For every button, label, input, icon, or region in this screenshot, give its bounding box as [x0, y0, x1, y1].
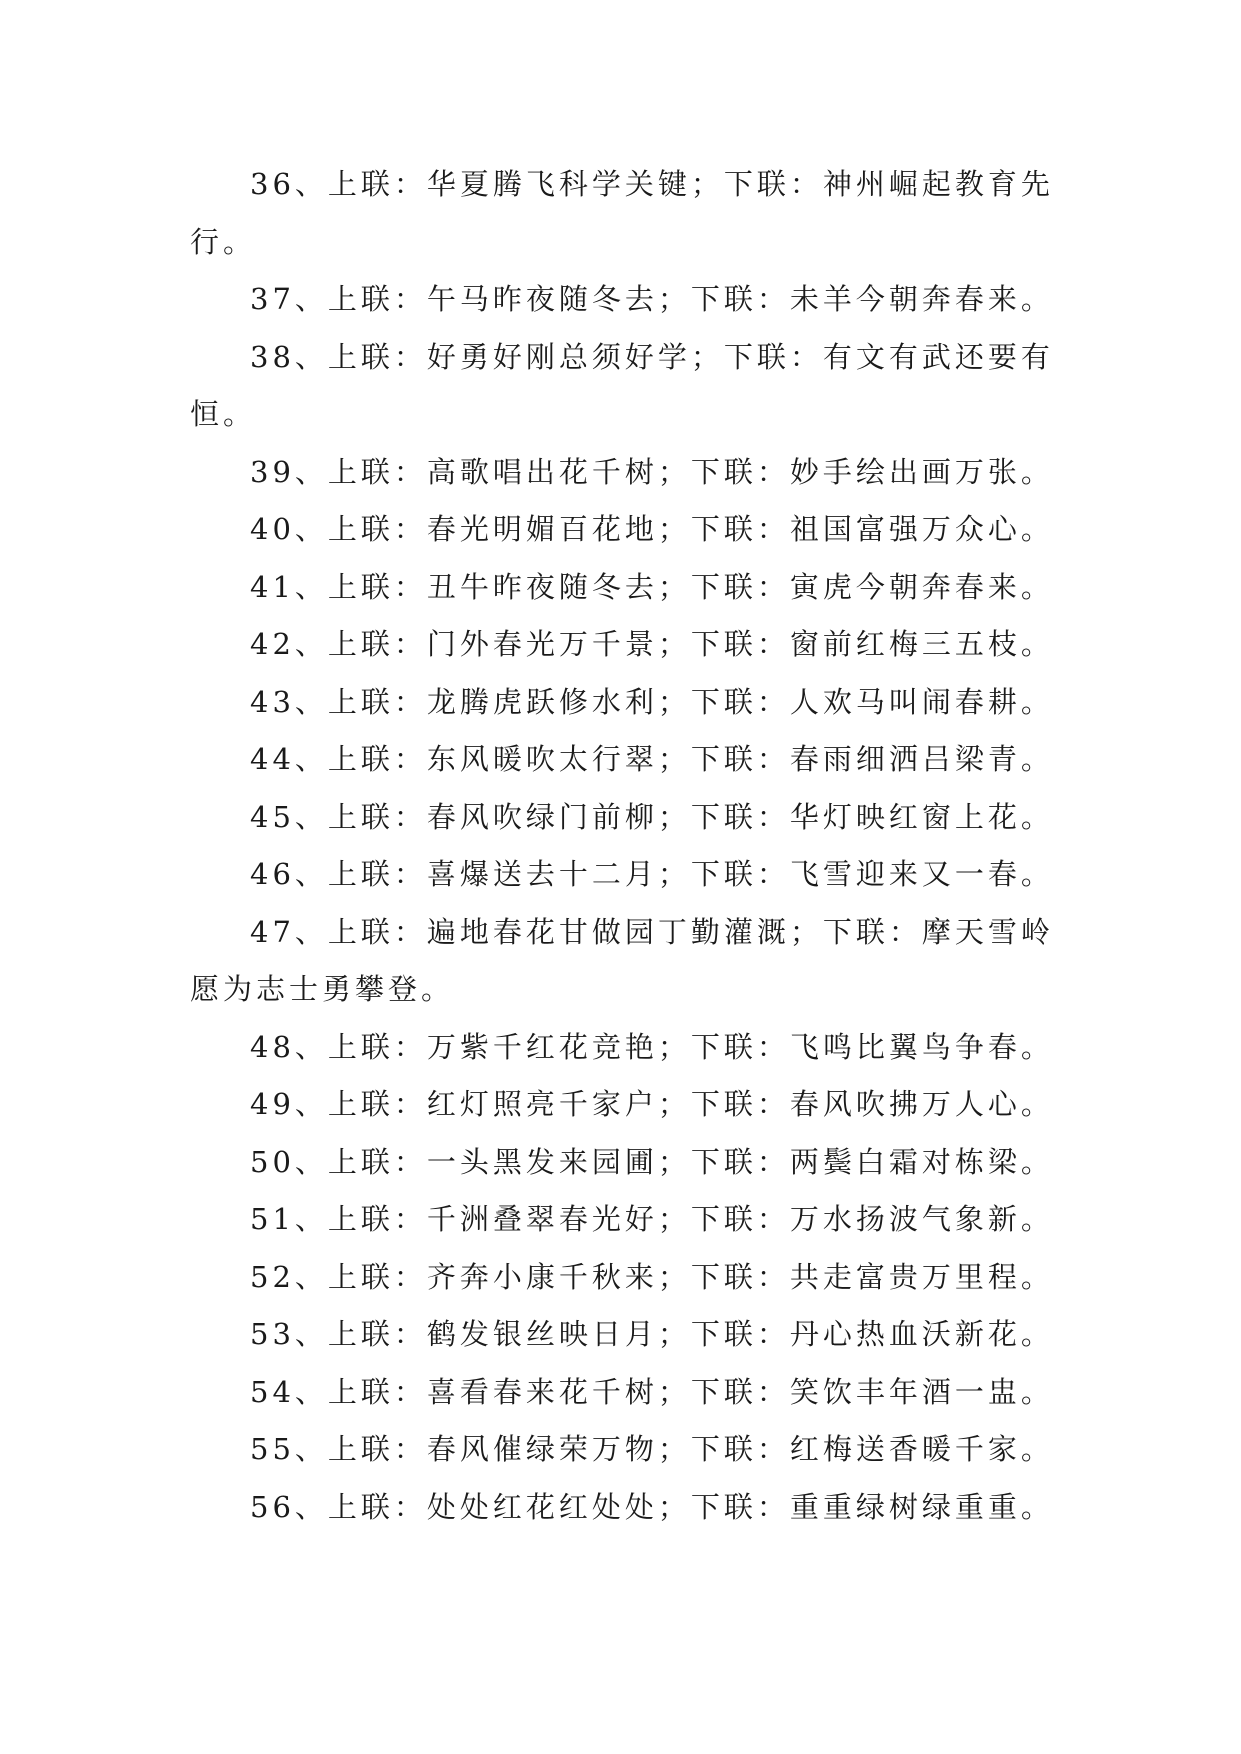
couplet-48: 48、上联：万紫千红花竞艳；下联：飞鸣比翼鸟争春。	[250, 1029, 1054, 1064]
couplet-39: 39、上联：高歌唱出花千树；下联：妙手绘出画万张。	[250, 454, 1054, 489]
couplet-44: 44、上联：东风暖吹太行翠；下联：春雨细洒吕梁青。	[250, 742, 1054, 776]
couplet-50: 50、上联：一头黑发来园圃；下联：两鬓白霜对栋梁。	[250, 1144, 1054, 1179]
couplet-49: 49、上联：红灯照亮千家户；下联：春风吹拂万人心。	[250, 1087, 1054, 1121]
couplet-45: 45、上联：春风吹绿门前柳；下联：华灯映红窗上花。	[250, 799, 1054, 834]
couplet-53: 53、上联：鹤发银丝映日月；下联：丹心热血沃新花。	[250, 1317, 1054, 1351]
couplet-47: 47、上联：遍地春花甘做园丁勤灌溉；下联：摩天雪岭愿为志士勇攀登。	[190, 914, 1054, 1006]
couplet-55: 55、上联：春风催绿荣万物；下联：红梅送香暖千家。	[250, 1432, 1054, 1466]
couplet-51: 51、上联：千洲叠翠春光好；下联：万水扬波气象新。	[250, 1202, 1054, 1236]
couplet-list	[190, 156, 1070, 1536]
couplet-46: 46、上联：喜爆送去十二月；下联：飞雪迎来又一春。	[250, 857, 1054, 891]
couplet-40: 40、上联：春光明媚百花地；下联：祖国富强万众心。	[250, 512, 1054, 546]
couplet-38: 38、上联：好勇好刚总须好学；下联：有文有武还要有恒。	[190, 339, 1054, 431]
couplet-56: 56、上联：处处红花红处处；下联：重重绿树绿重重。	[250, 1489, 1054, 1524]
couplet-36: 36、上联：华夏腾飞科学关键；下联：神州崛起教育先行。	[190, 167, 1054, 259]
couplet-37: 37、上联：午马昨夜随冬去；下联：未羊今朝奔春来。	[250, 282, 1054, 316]
couplet-43: 43、上联：龙腾虎跃修水利；下联：人欢马叫闹春耕。	[250, 684, 1054, 719]
couplet-52: 52、上联：齐奔小康千秋来；下联：共走富贵万里程。	[250, 1259, 1054, 1294]
couplet-54: 54、上联：喜看春来花千树；下联：笑饮丰年酒一盅。	[250, 1374, 1054, 1409]
couplet-42: 42、上联：门外春光万千景；下联：窗前红梅三五枝。	[250, 627, 1054, 661]
couplet-41: 41、上联：丑牛昨夜随冬去；下联：寅虎今朝奔春来。	[250, 569, 1054, 604]
